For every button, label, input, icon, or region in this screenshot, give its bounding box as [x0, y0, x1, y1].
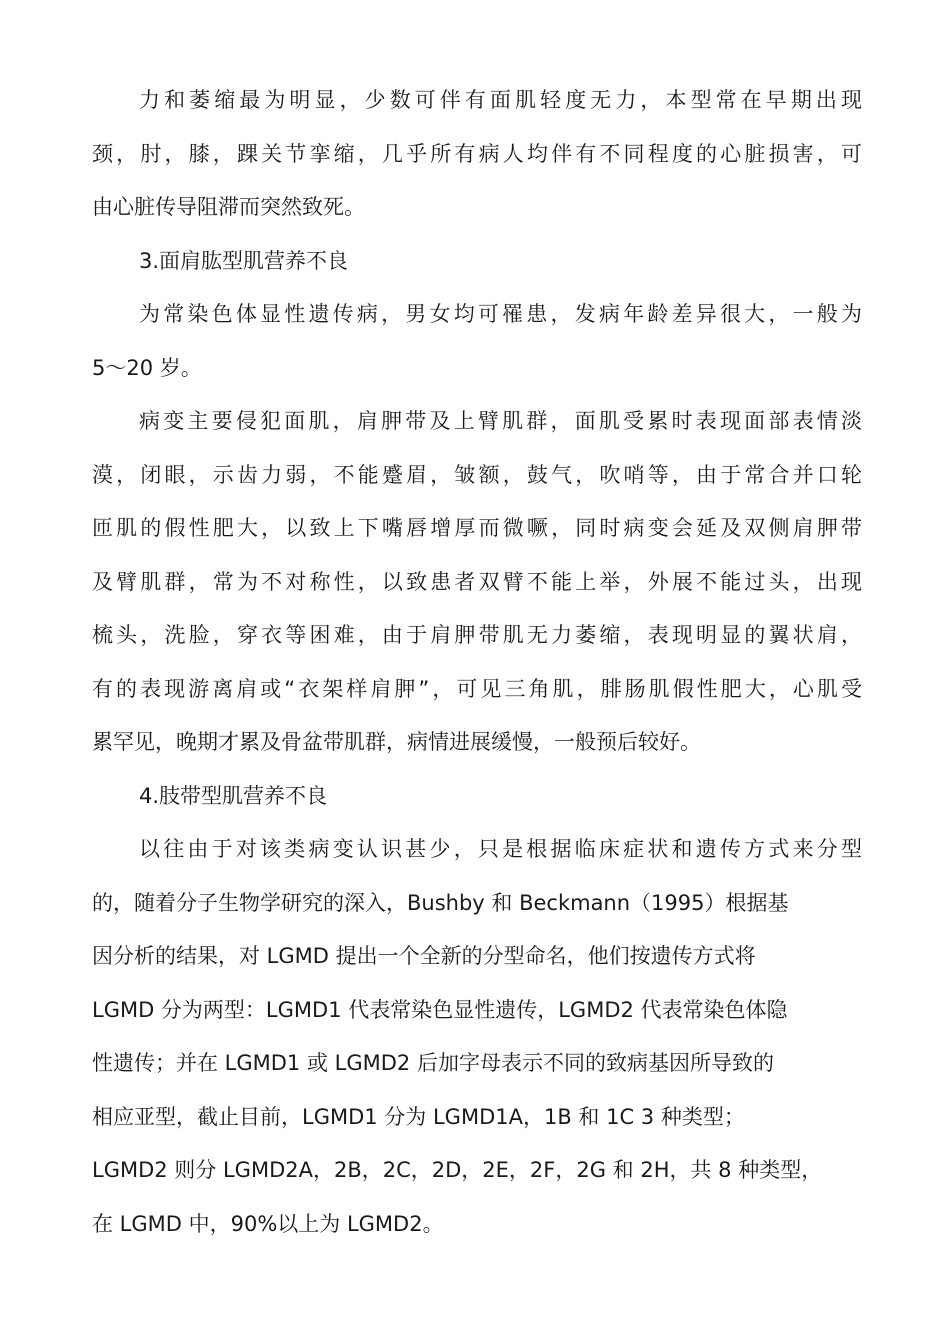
- text-line: 力和萎缩最为明显，少数可伴有面肌轻度无力，本型常在早期出现: [139, 88, 862, 112]
- text-line: 有的表现游离肩或“衣架样肩胛”，可见三角肌，腓肠肌假性肥大，心肌受: [92, 676, 862, 701]
- text-line: 5～20 岁。: [92, 355, 202, 380]
- text-line: 颈，肘，膝，踝关节挛缩，几乎所有病人均伴有不同程度的心脏损害，可: [92, 141, 862, 166]
- text-line: LGMD 分为两型：LGMD1 代表常染色显性遗传，LGMD2 代表常染色体隐: [92, 997, 788, 1022]
- text-line: 在 LGMD 中，90%以上为 LGMD2。: [92, 1211, 444, 1236]
- section-heading-3: 3.面肩肱型肌营养不良: [139, 248, 349, 273]
- text-line: 累罕见，晚期才累及骨盆带肌群，病情进展缓慢，一般预后较好。: [92, 730, 701, 754]
- text-line: 相应亚型，截止目前，LGMD1 分为 LGMD1A，1B 和 1C 3 种类型；: [92, 1104, 745, 1129]
- text-line: 匝肌的假性肥大，以致上下嘴唇增厚而微噘，同时病变会延及双侧肩胛带: [92, 516, 862, 540]
- text-line: LGMD2 则分 LGMD2A，2B，2C，2D，2E，2F，2G 和 2H，共 8 种类型，: [92, 1158, 823, 1182]
- text-line: 由心脏传导阻滞而突然致死。: [92, 195, 365, 219]
- text-line: 漠，闭眼，示齿力弱，不能蹙眉，皱额，鼓气，吹哨等，由于常合并口轮: [92, 462, 862, 487]
- text-line: 及臂肌群，常为不对称性，以致患者双臂不能上举，外展不能过头，出现: [92, 569, 862, 594]
- text-line: 因分析的结果，对 LGMD 提出一个全新的分型命名，他们按遗传方式将: [92, 944, 756, 968]
- text-line: 病变主要侵犯面肌，肩胛带及上臂肌群，面肌受累时表现面部表情淡: [139, 409, 862, 433]
- document-body: [92, 74, 862, 1251]
- text-line: 梳头，洗脸，穿衣等困难，由于肩胛带肌无力萎缩，表现明显的翼状肩，: [92, 623, 862, 647]
- text-line: 为常染色体显性遗传病，男女均可罹患，发病年龄差异很大，一般为: [139, 302, 862, 326]
- text-line: 性遗传；并在 LGMD1 或 LGMD2 后加字母表示不同的致病基因所导致的: [92, 1051, 774, 1075]
- text-line: 的，随着分子生物学研究的深入，Bushby 和 Beckmann（1995）根据基: [92, 890, 789, 915]
- section-heading-4: 4.肢带型肌营养不良: [139, 783, 328, 808]
- text-line: 以往由于对该类病变认识甚少，只是根据临床症状和遗传方式来分型: [139, 837, 862, 861]
